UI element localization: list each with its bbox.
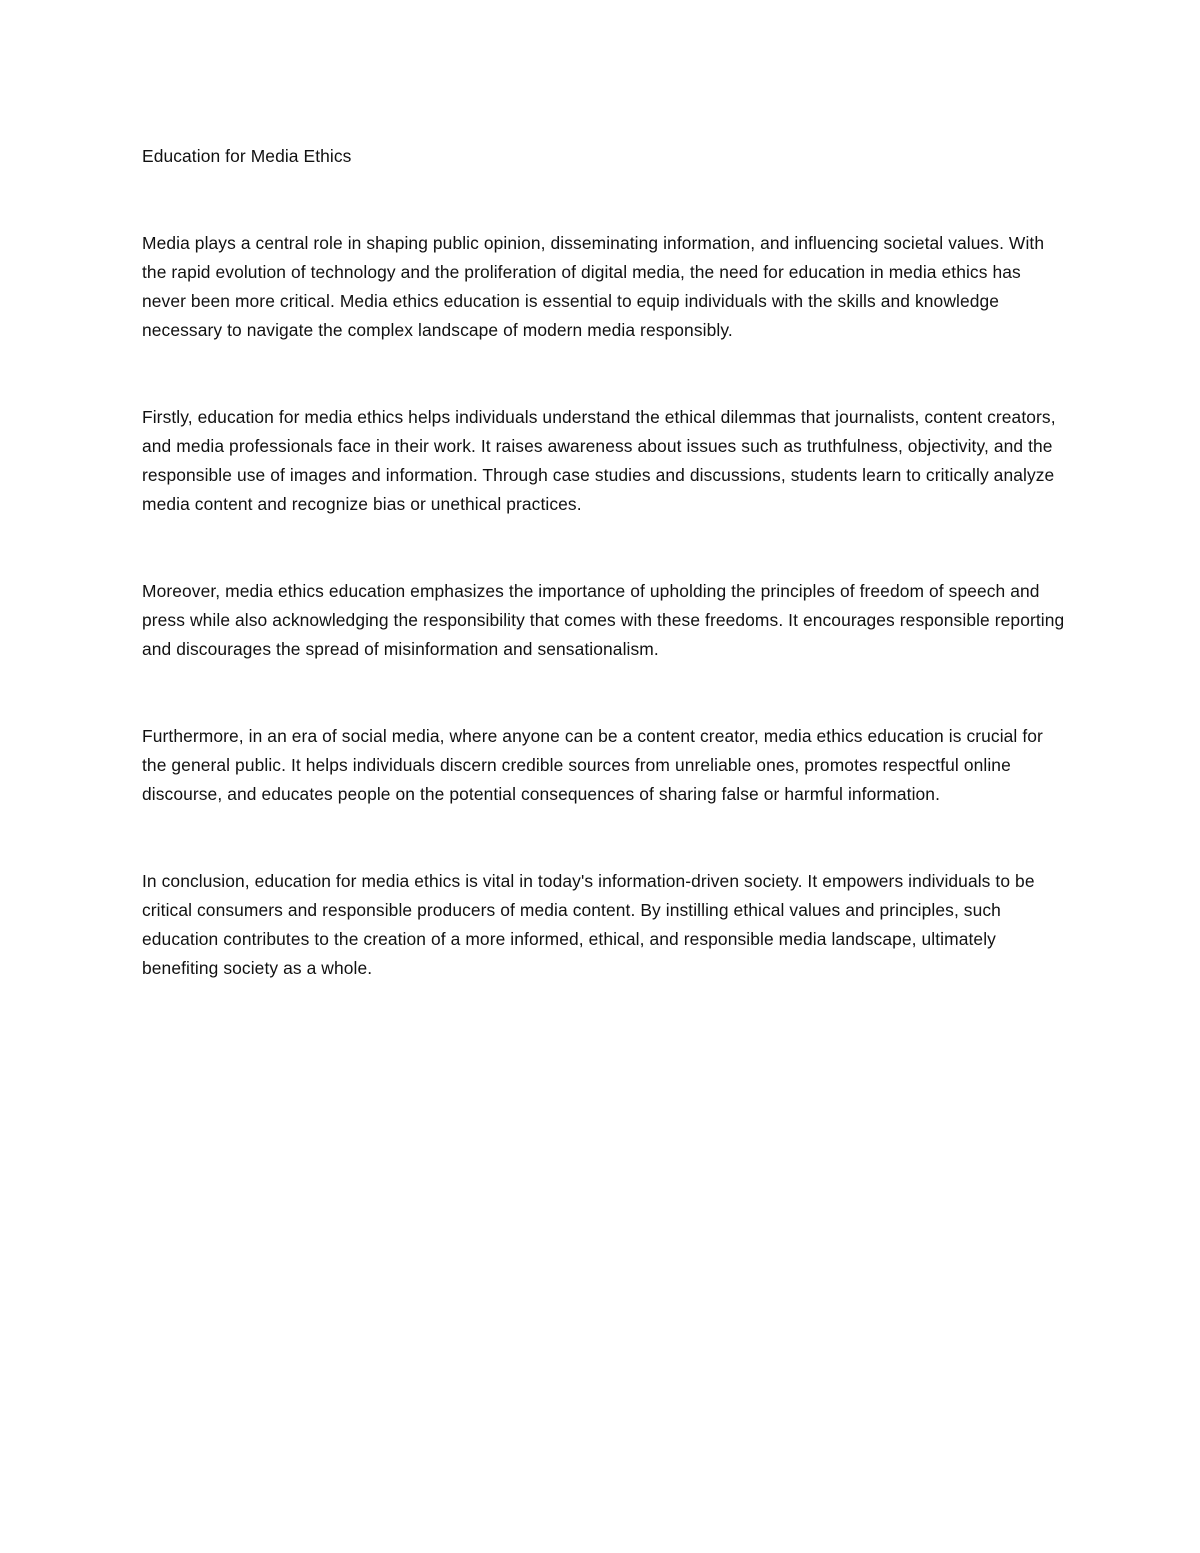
paragraph-moreover: Moreover, media ethics education emphasizes the importance of upholding the principles of freedom of speech and press while also acknowledging the responsibility that comes with these freedoms. It encourages responsible reporting and discourages the spread of misinformation and sensationalism. [142, 581, 1065, 659]
document-title: Education for Media Ethics [142, 146, 352, 166]
paragraph-conclusion: In conclusion, education for media ethics is vital in today's information-driven society. It empowers individuals to be critical consumers and responsible producers of media content. By instilling ethical values and principles, such education contributes to the creation of a more informed, ethical, and responsible media landscape, ultimately benefiting society as a whole. [142, 871, 1035, 978]
paragraph-intro: Media plays a central role in shaping public opinion, disseminating information, and influencing societal values. With the rapid evolution of technology and the proliferation of digital media, the need for education in media ethics has never been more critical. Media ethics education is essential to equip individuals with the skills and knowledge necessary to navigate the complex landscape of modern media responsibly. [142, 233, 1045, 340]
paragraph-furthermore: Furthermore, in an era of social media, where anyone can be a content creator, media ethics education is crucial for the general public. It helps individuals discern credible sources from unreliable ones, promotes respectful online discourse, and educates people on the potential consequences of sharing false or harmful information. [142, 726, 1043, 804]
document-body [142, 142, 1067, 983]
paragraph-firstly: Firstly, education for media ethics helps individuals understand the ethical dilemmas that journalists, content creators, and media professionals face in their work. It raises awareness about issues such as truthfulness, objectivity, and the responsible use of images and information. Through case studies and discussions, students learn to critically analyze media content and recognize bias or unethical practices. [142, 407, 1056, 514]
